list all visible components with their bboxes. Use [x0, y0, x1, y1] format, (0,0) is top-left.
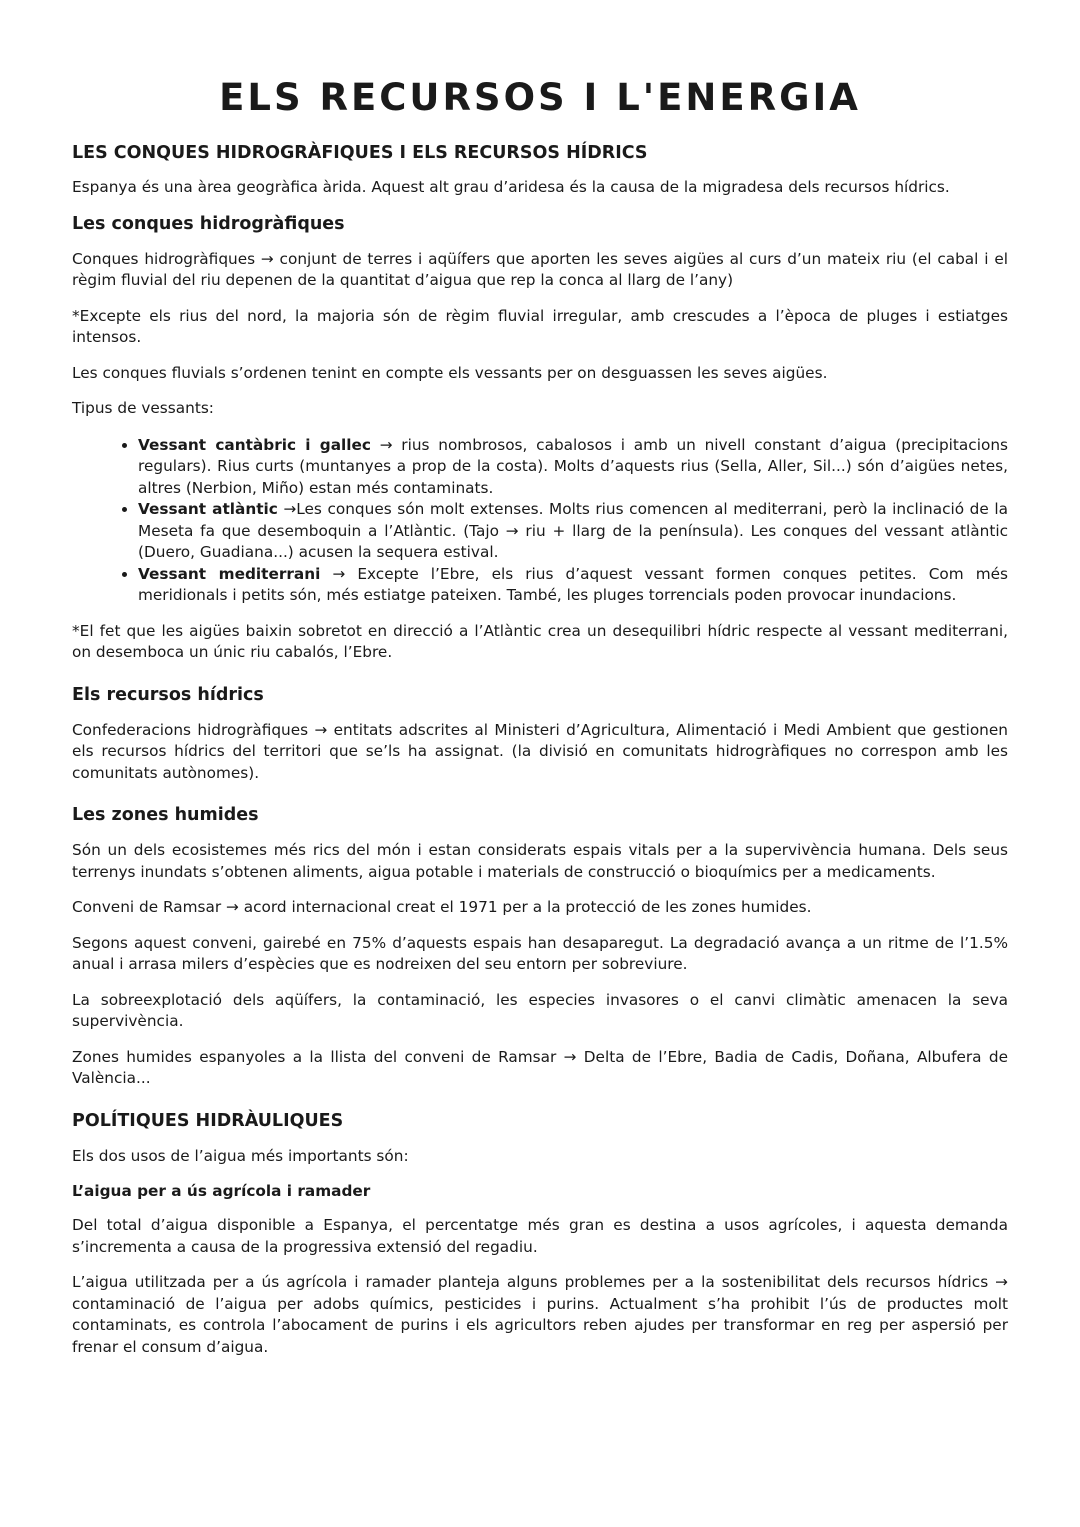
- list-item: [138, 564, 1008, 607]
- zones-paragraph-5: Zones humides espanyoles a la llista del conveni de Ramsar → Delta de l’Ebre, Badia de Cadis, Doñana, Albufera de València...: [72, 1047, 1008, 1087]
- list-item-text: → rius nombrosos, cabalosos i amb un nivell constant d’aigua (precipitacions regulars). Rius curts (muntanyes a prop de la costa). Molts d’aquests rius (Sella, Aller, Sil...) són d’aigües netes, altres (Nerbion, Miño) estan més contaminats.: [138, 435, 1008, 497]
- recursos-paragraph-1: Confederacions hidrogràfiques → entitats adscrites al Ministeri d’Agricultura, Alimentació i Medi Ambient que gestionen els recursos hídrics del territori que se’ls ha assignat. (la divisió en comunitats hidrogràfiques no correspon amb les comunitats autònomes).: [72, 720, 1008, 782]
- section-heading-conques-recursos: LES CONQUES HIDROGRÀFIQUES I ELS RECURSOS HÍDRICS: [72, 143, 648, 163]
- zones-paragraph-4: La sobreexplotació dels aqüífers, la contaminació, les especies invasores o el canvi climàtic amenacen la seva supervivència.: [72, 990, 1008, 1030]
- politiques-paragraph-2: Del total d’aigua disponible a Espanya, el percentatge més gran es destina a usos agrícoles, i aquesta demanda s’incrementa a causa de la progressiva extensió del regadiu.: [72, 1216, 1008, 1256]
- list-item-text: →Les conques són molt extenses. Molts rius comencen al mediterrani, però la inclinació de la Meseta fa que desemboquin a l’Atlàntic. (Tajo → riu + llarg de la península). Les conques del vessant atlàntic (Duero, Guadiana...) acusen la sequera estival.: [138, 500, 1009, 561]
- zones-paragraph-3: Segons aquest conveni, gairebé en 75% d’aquests espais han desaparegut. La degradació avança a un ritme de l’1.5% anual i arrasa milers d’espècies que es nodreixen del seu entorn per sobreviure.: [72, 933, 1008, 973]
- list-item-term: Vessant mediterrani: [138, 564, 321, 583]
- conques-paragraph-5: *El fet que les aigües baixin sobretot en direcció a l’Atlàntic crea un desequilibri hídric respecte al vessant mediterrani, on desemboca un únic riu cabalós, l’Ebre.: [72, 621, 1008, 661]
- conques-paragraph-2: *Excepte els rius del nord, la majoria són de règim fluvial irregular, amb crescudes a l’època de pluges i estiatges intensos.: [72, 306, 1008, 346]
- zones-paragraph-2: Conveni de Ramsar → acord internacional creat el 1971 per a la protecció de les zones humides.: [72, 898, 812, 916]
- page-title: ELS RECURSOS I L'ENERGIA: [219, 76, 861, 119]
- list-item-term: Vessant atlàntic: [138, 500, 278, 518]
- subheading-us-agricola: L’aigua per a ús agrícola i ramader: [72, 1182, 371, 1200]
- section-heading-politiques: POLÍTIQUES HIDRÀULIQUES: [72, 1110, 344, 1131]
- subheading-conques: Les conques hidrogràfiques: [72, 213, 345, 234]
- subheading-recursos: Els recursos hídrics: [72, 684, 264, 705]
- conques-paragraph-4: Tipus de vessants:: [72, 399, 214, 417]
- conques-paragraph-1: Conques hidrogràfiques → conjunt de terres i aqüífers que aporten les seves aigües al curs d’un mateix riu (el cabal i el règim fluvial del riu depenen de la quantitat d’aigua que rep la conca al llarg de l’any): [72, 249, 1008, 289]
- document-page: [72, 0, 1008, 1358]
- list-item-term: Vessant cantàbric i gallec: [138, 435, 371, 454]
- intro-paragraph: Espanya és una àrea geogràfica àrida. Aquest alt grau d’aridesa és la causa de la migradesa dels recursos hídrics.: [72, 178, 950, 196]
- list-item: [138, 499, 1008, 564]
- list-item-text: → Excepte l’Ebre, els rius d’aquest vessant formen conques petites. Com més meridionals i petits són, més estiatge pateixen. També, les pluges torrencials poden provocar inundacions.: [138, 564, 1008, 604]
- politiques-paragraph-1: Els dos usos de l’aigua més importants són:: [72, 1146, 409, 1165]
- vessants-list: [72, 435, 1008, 607]
- politiques-paragraph-3: L’aigua utilitzada per a ús agrícola i ramader planteja alguns problemes per a la sostenibilitat dels recursos hídrics → contaminació de l’aigua per adobs químics, pesticides i purins. Actualment s’ha prohibit l’ús de productes molt contaminats, es controla l’abocament de purins i els agricultors reben ajudes per transformar en reg per aspersió per frenar el consum d’aigua.: [72, 1273, 1008, 1356]
- conques-paragraph-3: Les conques fluvials s’ordenen tenint en compte els vessants per on desguassen les seves aigües.: [72, 363, 828, 382]
- zones-paragraph-1: Són un dels ecosistemes més rics del món i estan considerats espais vitals per a la supervivència humana. Dels seus terrenys inundats s’obtenen aliments, aigua potable i materials de construcció o bioquímics per a medicaments.: [72, 841, 1008, 881]
- list-item: [138, 435, 1008, 500]
- subheading-zones-humides: Les zones humides: [72, 805, 259, 825]
